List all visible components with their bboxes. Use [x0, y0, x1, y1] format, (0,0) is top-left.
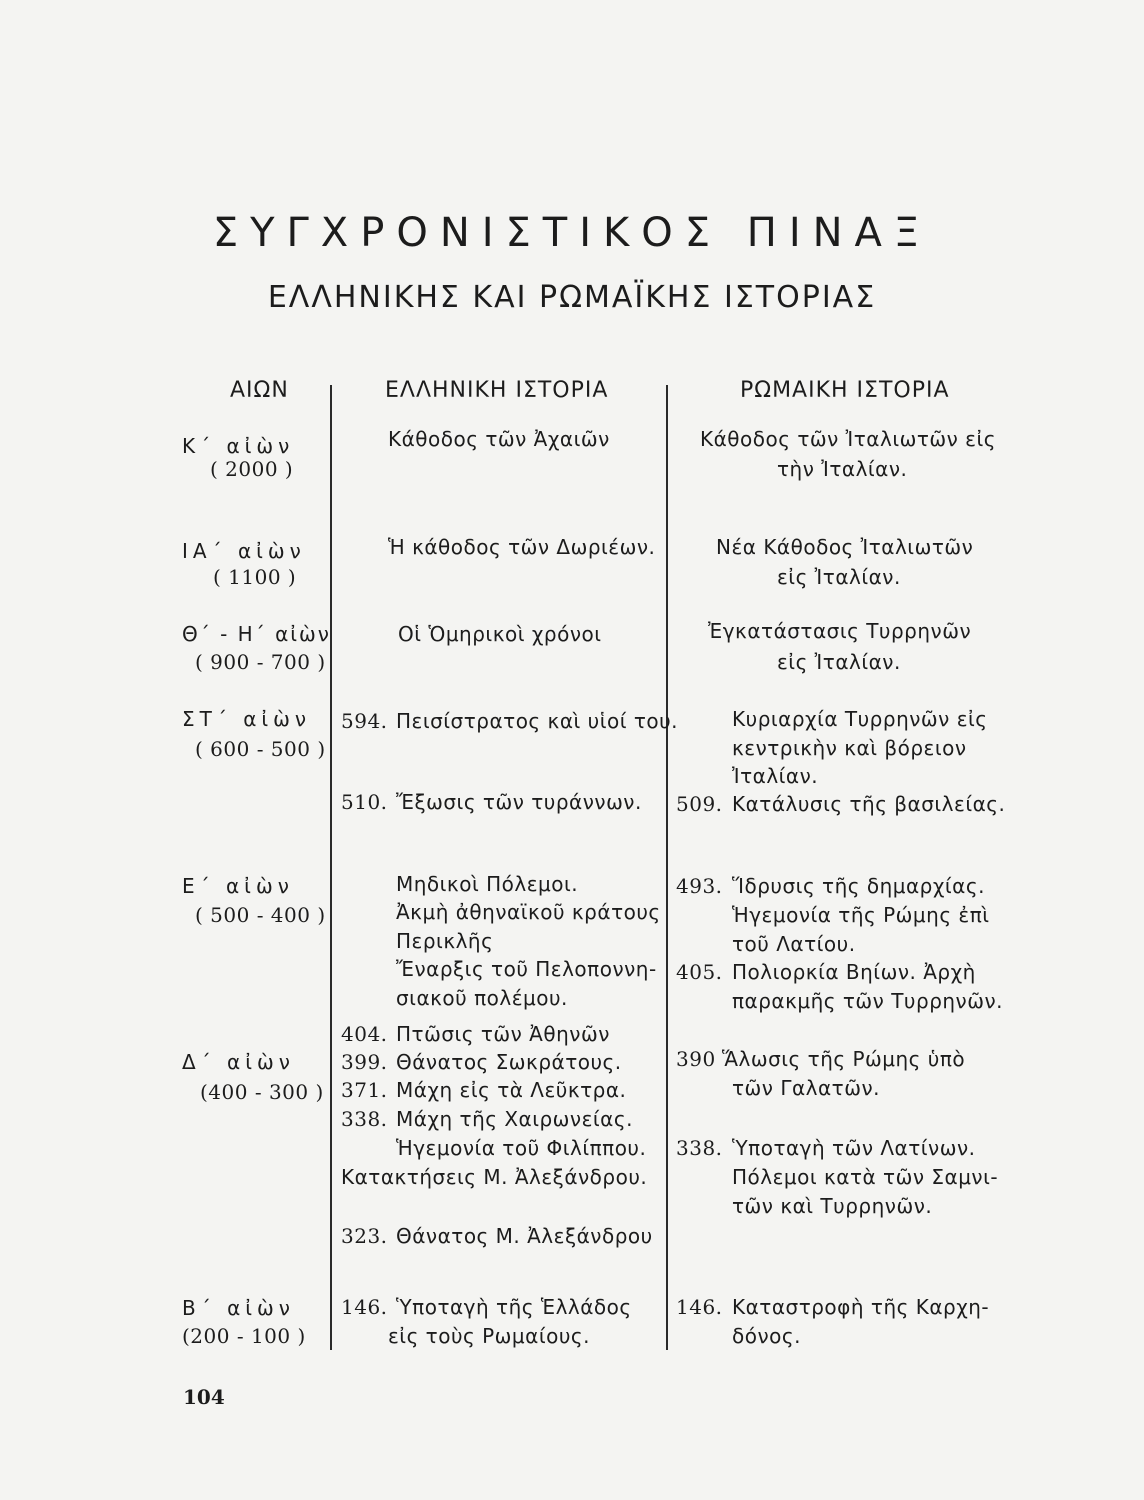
greek-entry: Μάχη τῆς Χαιρωνείας.: [396, 1107, 633, 1131]
roman-year: 493.: [676, 874, 723, 898]
greek-entry: Μηδικοὶ Πόλεμοι.: [396, 872, 579, 896]
roman-entry: Ἅλωσις τῆς Ρώμης ὑπὸ: [722, 1047, 966, 1071]
age-range: ( 2000 ): [210, 457, 294, 481]
roman-year: 146.: [676, 1295, 723, 1319]
greek-entry: εἰς τοὺς Ρωμαίους.: [388, 1324, 591, 1348]
greek-year: 594.: [341, 709, 388, 733]
greek-year: 404.: [341, 1022, 388, 1046]
roman-year: 390: [676, 1047, 716, 1071]
age-name: Β΄ αἰὼν: [182, 1296, 295, 1320]
roman-year: 509.: [676, 792, 723, 816]
age-range: ( 900 - 700 ): [195, 650, 326, 674]
age-name: Ε΄ αἰὼν: [182, 874, 294, 898]
greek-entry: Κατακτήσεις Μ. Ἀλεξάνδρου.: [341, 1165, 648, 1189]
greek-year: 510.: [341, 790, 388, 814]
greek-entry: Πεισίστρατος καὶ υἱοί του.: [396, 709, 679, 733]
roman-entry: Κατάλυσις τῆς βασιλείας.: [732, 792, 1006, 816]
column-divider-right: [666, 385, 668, 1350]
roman-year: 405.: [676, 960, 723, 984]
roman-entry: εἰς Ἰταλίαν.: [777, 650, 901, 674]
greek-entry: Κάθοδος τῶν Ἀχαιῶν: [388, 427, 610, 451]
greek-year: 338.: [341, 1107, 388, 1131]
column-divider-left: [330, 385, 332, 1350]
age-name: Δ΄ αἰὼν: [182, 1050, 295, 1074]
roman-entry: τῶν Γαλατῶν.: [732, 1076, 880, 1100]
roman-entry: τῶν καὶ Τυρρηνῶν.: [732, 1194, 933, 1218]
age-range: (400 - 300 ): [200, 1080, 324, 1104]
roman-entry: Ἵδρυσις τῆς δημαρχίας.: [732, 874, 985, 898]
roman-entry: Πολιορκία Βηίων. Ἀρχὴ: [732, 960, 976, 984]
age-name: ΙΑ΄ αἰὼν: [182, 539, 306, 563]
header-age: ΑΙΩΝ: [230, 378, 289, 403]
page-number: 104: [183, 1385, 225, 1409]
roman-entry: Ἡγεμονία τῆς Ρώμης ἐπὶ: [732, 903, 990, 927]
page-subtitle: ΕΛΛΗΝΙΚΗΣ ΚΑΙ ΡΩΜΑΪΚΗΣ ΙΣΤΟΡΙΑΣ: [267, 280, 877, 315]
age-range: ( 1100 ): [213, 565, 297, 589]
greek-entry: Μάχη εἰς τὰ Λεῦκτρα.: [396, 1078, 627, 1102]
greek-entry: Περικλῆς: [396, 929, 494, 953]
roman-entry: Κυριαρχία Τυρρηνῶν εἰς: [732, 707, 988, 731]
greek-entry: Ἀκμὴ ἀθηναϊκοῦ κράτους: [396, 900, 661, 924]
roman-year: 338.: [676, 1136, 723, 1160]
greek-year: 399.: [341, 1050, 388, 1074]
roman-entry: Νέα Κάθοδος Ἰταλιωτῶν: [716, 535, 974, 559]
roman-entry: κεντρικὴν καὶ βόρειον: [732, 736, 967, 760]
greek-entry: Θάνατος Σωκράτους.: [396, 1050, 622, 1074]
greek-year: 371.: [341, 1078, 388, 1102]
age-range: ( 600 - 500 ): [195, 737, 326, 761]
greek-entry: Ἔναρξις τοῦ Πελοποννη-: [396, 957, 657, 981]
roman-entry: Ἐγκατάστασις Τυρρηνῶν: [708, 619, 972, 643]
header-roman-history: ΡΩΜΑΙΚΗ ΙΣΤΟΡΙΑ: [740, 378, 950, 403]
roman-entry: Ἰταλίαν.: [732, 764, 819, 788]
greek-entry: Ὑποταγὴ τῆς Ἑλλάδος: [396, 1295, 632, 1319]
roman-entry: Κάθοδος τῶν Ἰταλιωτῶν εἰς: [700, 427, 996, 451]
roman-entry: παρακμῆς τῶν Τυρρηνῶν.: [732, 989, 1004, 1013]
greek-entry: Οἱ Ὁμηρικοὶ χρόνοι: [398, 622, 602, 646]
age-name: ΣΤ΄ αἰὼν: [182, 707, 312, 731]
greek-entry: Ἡ κάθοδος τῶν Δωριέων.: [388, 535, 656, 559]
greek-entry: Πτῶσις τῶν Ἀθηνῶν: [396, 1022, 610, 1046]
header-greek-history: ΕΛΛΗΝΙΚΗ ΙΣΤΟΡΙΑ: [385, 378, 609, 403]
greek-entry: Θάνατος Μ. Ἀλεξάνδρου: [396, 1224, 653, 1248]
greek-year: 146.: [341, 1295, 388, 1319]
roman-entry: Ὑποταγὴ τῶν Λατίνων.: [732, 1136, 976, 1160]
roman-entry: εἰς Ἰταλίαν.: [777, 565, 901, 589]
age-range: (200 - 100 ): [182, 1324, 306, 1348]
age-name: Θ΄ - Η΄ αἰὼν: [182, 622, 331, 646]
greek-entry: σιακοῦ πολέμου.: [396, 986, 568, 1010]
roman-entry: δόνος.: [732, 1324, 801, 1348]
greek-entry: Ἔξωσις τῶν τυράννων.: [396, 790, 642, 814]
page-title: ΣΥΓΧΡΟΝΙΣΤΙΚΟΣ ΠΙΝΑΞ: [212, 210, 932, 256]
age-name: Κ΄ αἰὼν: [182, 434, 295, 458]
roman-entry: τοῦ Λατίου.: [732, 932, 856, 956]
age-range: ( 500 - 400 ): [195, 903, 326, 927]
greek-year: 323.: [341, 1224, 388, 1248]
roman-entry: τὴν Ἰταλίαν.: [777, 457, 908, 481]
roman-entry: Καταστροφὴ τῆς Καρχη-: [732, 1295, 990, 1319]
roman-entry: Πόλεμοι κατὰ τῶν Σαμνι-: [732, 1165, 999, 1189]
greek-entry: Ἡγεμονία τοῦ Φιλίππου.: [396, 1136, 647, 1160]
